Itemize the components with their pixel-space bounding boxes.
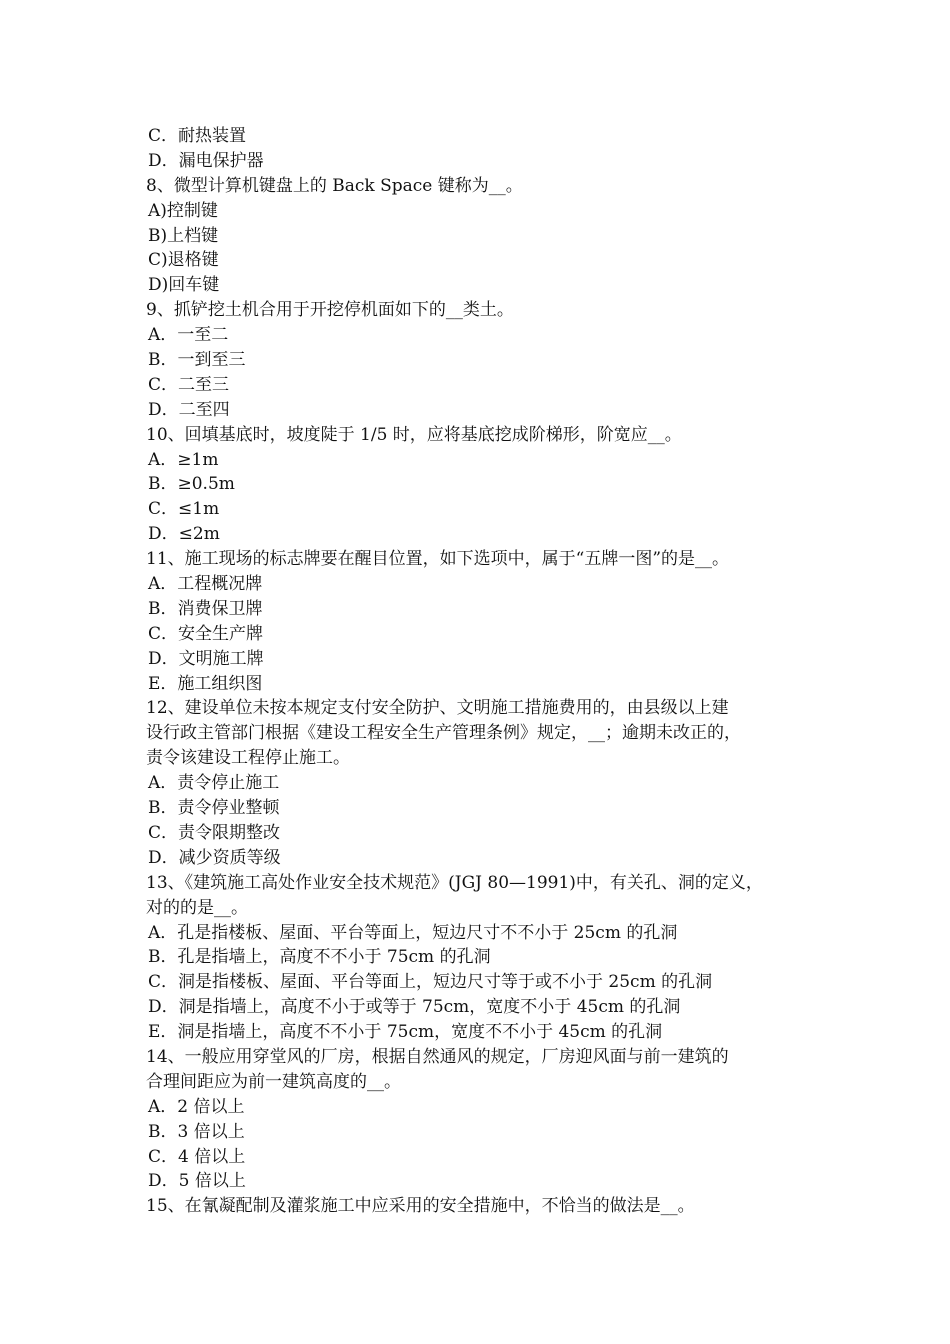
answer-option: E．洞是指墙上，高度不不小于 75cm，宽度不不小于 45cm 的孔洞 — [148, 1022, 663, 1043]
answer-option: D．漏电保护器 — [148, 150, 264, 171]
answer-option: C．≤1m — [148, 499, 220, 520]
answer-option: D．5 倍以上 — [148, 1171, 246, 1192]
answer-option: D)回车键 — [148, 275, 220, 296]
question-text: 10、回填基底时，坡度陡于 1/5 时，应将基底挖成阶梯形，阶宽应__。 — [146, 424, 682, 445]
answer-option: D．减少资质等级 — [148, 847, 281, 868]
question-text: 责令该建设工程停止施工。 — [146, 748, 350, 769]
answer-option: C．安全生产牌 — [148, 623, 264, 644]
answer-option: D．洞是指墙上，高度不小于或等于 75cm，宽度不小于 45cm 的孔洞 — [148, 997, 681, 1018]
answer-option: A)控制键 — [148, 200, 218, 221]
question-text: 合理间距应为前一建筑高度的__。 — [146, 1071, 401, 1092]
answer-option: B．责令停业整顿 — [148, 798, 280, 819]
answer-option: C．耐热装置 — [148, 126, 247, 146]
answer-option: A．孔是指楼板、屋面、平台等面上，短边尺寸不不小于 25cm 的孔洞 — [148, 922, 678, 943]
answer-option: B)上档键 — [148, 225, 219, 246]
question-text: 13、《建筑施工高处作业安全技术规范》(JGJ 80—1991)中，有关孔、洞的定义， — [146, 872, 763, 893]
answer-option: D．文明施工牌 — [148, 648, 264, 669]
answer-option: E．施工组织图 — [148, 673, 263, 694]
answer-option: A．≥1m — [148, 449, 219, 470]
answer-option: D．二至四 — [148, 399, 230, 420]
answer-option: B．消费保卫牌 — [148, 598, 263, 619]
answer-option: C．洞是指楼板、屋面、平台等面上，短边尺寸等于或不小于 25cm 的孔洞 — [148, 972, 713, 993]
question-text: 8、微型计算机键盘上的 Back Space 键称为__。 — [146, 175, 523, 196]
question-text: 15、在氰凝配制及灌浆施工中应采用的安全措施中，不恰当的做法是__。 — [146, 1196, 695, 1217]
answer-option: C．4 倍以上 — [148, 1146, 246, 1167]
question-text: 12、建设单位未按本规定支付安全防护、文明施工措施费用的，由县级以上建 — [146, 698, 729, 719]
answer-option: C)退格键 — [148, 250, 219, 271]
answer-option: C．二至三 — [148, 374, 230, 395]
answer-option: D．≤2m — [148, 524, 220, 545]
answer-option: A．责令停止施工 — [148, 773, 280, 794]
question-text: 设行政主管部门根据《建设工程安全生产管理条例》规定，__；逾期未改正的， — [146, 723, 741, 744]
answer-option: B．孔是指墙上，高度不不小于 75cm 的孔洞 — [148, 947, 491, 968]
question-text: 11、施工现场的标志牌要在醒目位置，如下选项中，属于“五牌一图”的是__。 — [146, 549, 730, 570]
answer-option: A．2 倍以上 — [148, 1096, 245, 1117]
answer-option: A．一至二 — [148, 325, 229, 346]
question-text: 14、一般应用穿堂风的厂房，根据自然通风的规定，厂房迎风面与前一建筑的 — [146, 1046, 729, 1067]
answer-option: B．≥0.5m — [148, 474, 235, 495]
answer-option: B．一到至三 — [148, 350, 246, 371]
question-text: 9、抓铲挖土机合用于开挖停机面如下的__类土。 — [146, 300, 514, 321]
document-page — [146, 124, 818, 1219]
answer-option: B．3 倍以上 — [148, 1121, 245, 1142]
answer-option: A．工程概况牌 — [148, 574, 263, 595]
answer-option: C．责令限期整改 — [148, 822, 281, 843]
question-text: 对的的是__。 — [146, 897, 248, 918]
